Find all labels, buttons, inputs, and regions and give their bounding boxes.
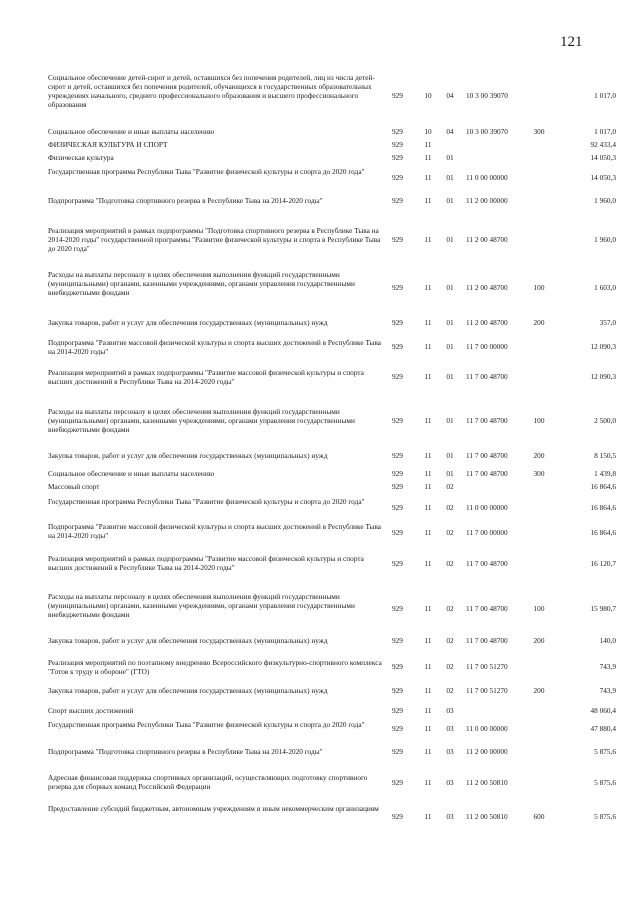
cell-ved: 929 xyxy=(392,469,403,478)
row-name: Расходы на выплаты персоналу в целях обеспечения выполнения функций государственными (муниципальными) органами, казенными учреждениями, органами управления государственными внебюджетными фондами xyxy=(48,407,355,434)
row-name: Реализация мероприятий в рамках подпрограммы "Подготовка спортивного резерва в Республике Тыва на 2014-2020 годы" государственной программы "Развитие физической культуры и спорта в Республике Тыва до 2020 года" xyxy=(48,226,381,253)
cell-ved: 929 xyxy=(392,196,403,205)
cell-sum: 140,0 xyxy=(599,636,616,645)
cell-sum: 2 500,0 xyxy=(594,416,616,425)
cell-sum: 14 050,3 xyxy=(590,173,616,182)
cell-pr: 01 xyxy=(446,451,454,460)
cell-csr: 11 2 00 50810 xyxy=(466,812,508,821)
cell-csr: 11 0 00 00000 xyxy=(466,724,508,733)
cell-pr: 03 xyxy=(446,778,454,787)
cell-ved: 929 xyxy=(392,372,403,381)
cell-pr: 03 xyxy=(446,812,454,821)
cell-ved: 929 xyxy=(392,91,403,100)
row-name: Массовый спорт xyxy=(48,482,100,491)
cell-pr: 02 xyxy=(446,604,454,613)
row-name: ФИЗИЧЕСКАЯ КУЛЬТУРА И СПОРТ xyxy=(48,140,168,149)
cell-ved: 929 xyxy=(392,283,403,292)
cell-ved: 929 xyxy=(392,318,403,327)
cell-rz: 11 xyxy=(424,778,432,787)
row-name: Закупка товаров, работ и услуг для обеспечения государственных (муниципальных) нужд xyxy=(48,686,328,695)
row-name: Закупка товаров, работ и услуг для обеспечения государственных (муниципальных) нужд xyxy=(48,451,328,460)
cell-rz: 11 xyxy=(424,283,432,292)
cell-csr: 11 7 00 48700 xyxy=(466,604,508,613)
cell-pr: 01 xyxy=(446,342,454,351)
cell-sum: 1 603,0 xyxy=(594,283,616,292)
cell-sum: 1 017,0 xyxy=(594,127,616,136)
cell-pr: 01 xyxy=(446,416,454,425)
cell-rz: 10 xyxy=(424,91,432,100)
cell-rz: 11 xyxy=(424,662,432,671)
cell-sum: 15 980,7 xyxy=(590,604,616,613)
cell-csr: 10 3 00 39070 xyxy=(466,127,508,136)
cell-csr: 11 7 00 00000 xyxy=(466,528,508,537)
cell-sum: 1 960,0 xyxy=(594,235,616,244)
cell-vr: 200 xyxy=(533,318,545,327)
row-name: Физическая культура xyxy=(48,153,114,162)
cell-pr: 02 xyxy=(446,662,454,671)
cell-rz: 11 xyxy=(424,724,432,733)
cell-csr: 11 2 00 50810 xyxy=(466,778,508,787)
cell-pr: 04 xyxy=(446,91,454,100)
cell-csr: 11 7 00 51270 xyxy=(466,662,508,671)
cell-pr: 02 xyxy=(446,482,454,491)
cell-csr: 11 7 00 48700 xyxy=(466,372,508,381)
cell-vr: 100 xyxy=(533,604,545,613)
cell-rz: 11 xyxy=(424,153,432,162)
cell-sum: 5 875,6 xyxy=(594,778,616,787)
cell-rz: 11 xyxy=(424,559,432,568)
cell-csr: 11 7 00 51270 xyxy=(466,686,508,695)
cell-sum: 1 017,0 xyxy=(594,91,616,100)
cell-rz: 10 xyxy=(424,127,432,136)
row-name: Реализация мероприятий в рамках подпрограммы "Развитие массовой физической культуры и спорта высших достижений в Республике Тыва на 2014-2020 годы" xyxy=(48,554,364,572)
cell-ved: 929 xyxy=(392,724,403,733)
row-name: Закупка товаров, работ и услуг для обеспечения государственных (муниципальных) нужд xyxy=(48,636,328,645)
cell-csr: 11 2 00 48700 xyxy=(466,235,508,244)
cell-rz: 11 xyxy=(424,747,432,756)
cell-rz: 11 xyxy=(424,503,432,512)
cell-vr: 300 xyxy=(533,127,545,136)
cell-pr: 03 xyxy=(446,747,454,756)
cell-pr: 01 xyxy=(446,235,454,244)
cell-pr: 02 xyxy=(446,636,454,645)
cell-sum: 47 880,4 xyxy=(590,724,616,733)
cell-pr: 03 xyxy=(446,724,454,733)
cell-rz: 11 xyxy=(424,686,432,695)
cell-pr: 01 xyxy=(446,372,454,381)
cell-csr: 11 2 00 00000 xyxy=(466,196,508,205)
row-name: Расходы на выплаты персоналу в целях обеспечения выполнения функций государственными (муниципальными) органами, казенными учреждениями, органами управления государственными внебюджетными фондами xyxy=(48,592,355,619)
cell-ved: 929 xyxy=(392,604,403,613)
row-name: Подпрограмма "Развитие массовой физической культуры и спорта высших достижений в Республике Тыва на 2014-2020 годы" xyxy=(48,338,382,356)
cell-pr: 01 xyxy=(446,283,454,292)
cell-vr: 300 xyxy=(533,469,545,478)
cell-rz: 11 xyxy=(424,636,432,645)
cell-rz: 11 xyxy=(424,372,432,381)
row-name: Адресная финансовая поддержка спортивных организаций, осуществляющих подготовку спортивного резерва для сборных команд Российской Федерации xyxy=(48,773,368,791)
cell-csr: 11 0 00 00000 xyxy=(466,173,508,182)
cell-pr: 02 xyxy=(446,559,454,568)
cell-sum: 12 090,3 xyxy=(590,342,616,351)
cell-csr: 11 7 00 48700 xyxy=(466,636,508,645)
cell-sum: 16 120,7 xyxy=(590,559,616,568)
cell-pr: 02 xyxy=(446,686,454,695)
cell-vr: 100 xyxy=(533,416,545,425)
cell-rz: 11 xyxy=(424,451,432,460)
cell-pr: 01 xyxy=(446,318,454,327)
cell-rz: 11 xyxy=(424,528,432,537)
cell-rz: 11 xyxy=(424,812,432,821)
cell-csr: 11 7 00 00000 xyxy=(466,342,508,351)
cell-ved: 929 xyxy=(392,812,403,821)
cell-rz: 11 xyxy=(424,706,432,715)
row-name: Предоставление субсидий бюджетным, автономным учреждениям и иным некоммерческим организациям xyxy=(48,804,379,813)
cell-ved: 929 xyxy=(392,140,403,149)
cell-rz: 11 xyxy=(424,342,432,351)
cell-csr: 11 7 00 48700 xyxy=(466,559,508,568)
cell-csr: 11 7 00 48700 xyxy=(466,451,508,460)
cell-rz: 11 xyxy=(424,173,432,182)
row-name: Государственная программа Республики Тыва "Развитие физической культуры и спорта до 2020 года" xyxy=(48,167,365,176)
row-name: Государственная программа Республики Тыва "Развитие физической культуры и спорта до 2020 года" xyxy=(48,497,365,506)
cell-pr: 02 xyxy=(446,503,454,512)
page-number: 121 xyxy=(560,34,583,50)
cell-sum: 8 150,5 xyxy=(594,451,616,460)
row-name: Спорт высших достижений xyxy=(48,706,134,715)
cell-csr: 10 3 00 39070 xyxy=(466,91,508,100)
cell-rz: 11 xyxy=(424,482,432,491)
cell-rz: 11 xyxy=(424,140,432,149)
cell-ved: 929 xyxy=(392,778,403,787)
cell-sum: 48 060,4 xyxy=(590,706,616,715)
cell-pr: 01 xyxy=(446,469,454,478)
cell-ved: 929 xyxy=(392,342,403,351)
cell-ved: 929 xyxy=(392,706,403,715)
cell-sum: 16 864,6 xyxy=(590,528,616,537)
cell-pr: 01 xyxy=(446,196,454,205)
cell-csr: 11 2 00 00000 xyxy=(466,747,508,756)
cell-pr: 01 xyxy=(446,153,454,162)
cell-ved: 929 xyxy=(392,482,403,491)
cell-sum: 5 875,6 xyxy=(594,812,616,821)
row-name: Подпрограмма "Развитие массовой физической культуры и спорта высших достижений в Республике Тыва на 2014-2020 годы" xyxy=(48,522,382,540)
cell-vr: 200 xyxy=(533,451,545,460)
cell-rz: 11 xyxy=(424,318,432,327)
cell-ved: 929 xyxy=(392,747,403,756)
cell-sum: 12 090,3 xyxy=(590,372,616,381)
cell-sum: 743,9 xyxy=(599,686,616,695)
row-name: Социальное обеспечение детей-сирот и детей, оставшихся без попечения родителей, лиц из числа детей-сирот и детей, оставшихся без попечения родителей, обучающихся в государственных образовательных учреждениях начального, среднего профессионального образования и высшего профессионального образования xyxy=(48,73,375,109)
row-name: Расходы на выплаты персоналу в целях обеспечения выполнения функций государственными (муниципальными) органами, казенными учреждениями, органами управления государственными внебюджетными фондами xyxy=(48,270,355,297)
cell-csr: 11 7 00 48700 xyxy=(466,416,508,425)
row-name: Подпрограмма "Подготовка спортивного резерва в Республике Тыва на 2014-2020 годы" xyxy=(48,747,323,756)
cell-sum: 743,9 xyxy=(599,662,616,671)
row-name: Реализация мероприятий по поэтапному внедрению Всероссийского физкультурно-спортивного комплекса "Готов к труду и обороне" (ГТО) xyxy=(48,658,382,676)
cell-sum: 16 864,6 xyxy=(590,482,616,491)
cell-ved: 929 xyxy=(392,636,403,645)
cell-ved: 929 xyxy=(392,686,403,695)
cell-sum: 1 439,8 xyxy=(594,469,616,478)
cell-vr: 200 xyxy=(533,636,545,645)
cell-rz: 11 xyxy=(424,235,432,244)
cell-pr: 01 xyxy=(446,173,454,182)
cell-sum: 5 875,6 xyxy=(594,747,616,756)
cell-ved: 929 xyxy=(392,662,403,671)
cell-sum: 92 433,4 xyxy=(590,140,616,149)
cell-ved: 929 xyxy=(392,153,403,162)
cell-rz: 11 xyxy=(424,469,432,478)
cell-vr: 200 xyxy=(533,686,545,695)
cell-ved: 929 xyxy=(392,235,403,244)
cell-csr: 11 2 00 48700 xyxy=(466,318,508,327)
cell-sum: 357,0 xyxy=(599,318,616,327)
cell-csr: 11 2 00 48700 xyxy=(466,283,508,292)
cell-pr: 04 xyxy=(446,127,454,136)
cell-ved: 929 xyxy=(392,451,403,460)
row-name: Социальное обеспечение и иные выплаты населению xyxy=(48,127,215,136)
row-name: Социальное обеспечение и иные выплаты населению xyxy=(48,469,215,478)
cell-pr: 02 xyxy=(446,528,454,537)
cell-sum: 14 050,3 xyxy=(590,153,616,162)
cell-ved: 929 xyxy=(392,528,403,537)
cell-vr: 600 xyxy=(533,812,545,821)
row-name: Реализация мероприятий в рамках подпрограммы "Развитие массовой физической культуры и спорта высших достижений в Республике Тыва на 2014-2020 годы" xyxy=(48,368,364,386)
row-name: Государственная программа Республики Тыва "Развитие физической культуры и спорта до 2020 года" xyxy=(48,720,365,729)
cell-vr: 100 xyxy=(533,283,545,292)
cell-rz: 11 xyxy=(424,196,432,205)
cell-sum: 16 864,6 xyxy=(590,503,616,512)
row-name: Закупка товаров, работ и услуг для обеспечения государственных (муниципальных) нужд xyxy=(48,318,328,327)
cell-ved: 929 xyxy=(392,503,403,512)
cell-csr: 11 0 00 00000 xyxy=(466,503,508,512)
row-name: Подпрограмма "Подготовка спортивного резерва в Республике Тыва на 2014-2020 годы" xyxy=(48,196,323,205)
cell-ved: 929 xyxy=(392,173,403,182)
cell-rz: 11 xyxy=(424,604,432,613)
cell-sum: 1 960,0 xyxy=(594,196,616,205)
cell-csr: 11 7 00 48700 xyxy=(466,469,508,478)
cell-rz: 11 xyxy=(424,416,432,425)
cell-ved: 929 xyxy=(392,559,403,568)
cell-pr: 03 xyxy=(446,706,454,715)
cell-ved: 929 xyxy=(392,416,403,425)
cell-ved: 929 xyxy=(392,127,403,136)
